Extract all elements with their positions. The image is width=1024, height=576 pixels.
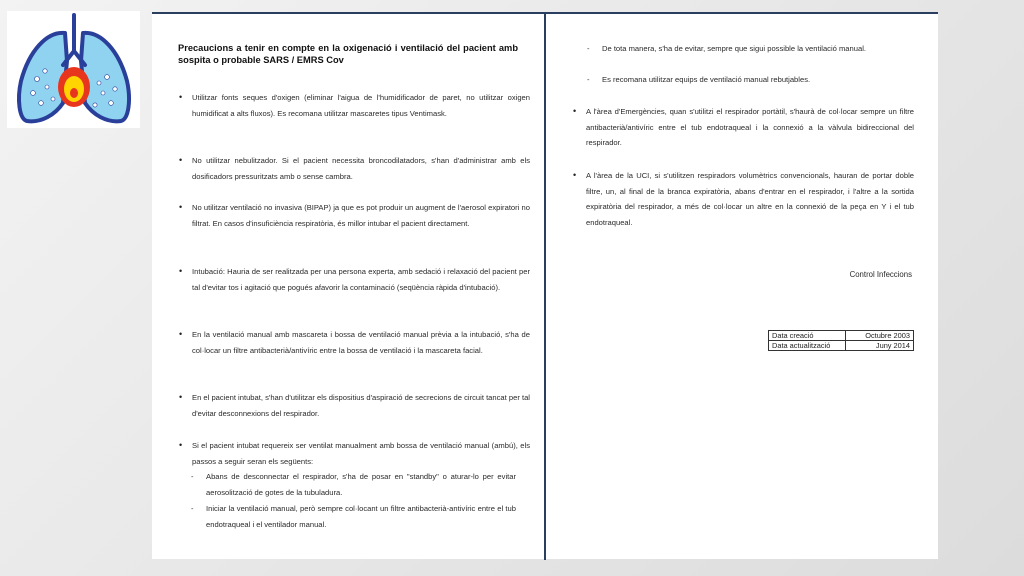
document-page-left	[152, 12, 544, 559]
list-item: • A l'àrea d'Emergències, quan s'utilitzi el respirador portàtil, s'haurà de col·locar sempre un filtre antibacterià/antivíric entre el tub endotraqueal i la connexió a la vàlvula bidireccional del respirador.	[586, 104, 914, 151]
list-item: • En el pacient intubat, s'han d'utilitzar els dispositius d'aspiració de secrecions de circuit tancat per tal d'evitar desconnexions del respirador.	[192, 390, 530, 421]
table-cell: Juny 2014	[846, 341, 914, 351]
sub-list-item: - Abans de desconnectar el respirador, s'ha de posar en "standby" o aturar-lo per evitar aerosolització de gotes de la tubuladura.	[206, 469, 516, 500]
table-row	[769, 341, 914, 351]
list-item: • En la ventilació manual amb mascareta i bossa de ventilació manual prèvia a la intubació, s'ha de col·locar un filtre antibacterià/antivíric entre la bossa de ventilació i la mascareta facial.	[192, 327, 530, 358]
sub-list-item: - De tota manera, s'ha de evitar, sempre que sigui possible la ventilació manual.	[602, 41, 914, 57]
table-cell: Data actualització	[769, 341, 846, 351]
lungs-logo	[7, 11, 140, 128]
table-row	[769, 331, 914, 341]
list-item: • Intubació: Hauria de ser realitzada per una persona experta, amb sedació i relaxació del pacient per tal d'evitar tos i agitació que pogués afavorir la contaminació (seqüència ràpida d'intubació).	[192, 264, 530, 295]
lungs-logo-icon	[7, 11, 140, 128]
dates-table	[768, 330, 914, 351]
sub-list-item: - Es recomana utilitzar equips de ventilació manual rebutjables.	[602, 72, 914, 88]
document-page-right	[546, 12, 938, 559]
sub-list-item: - Iniciar la ventilació manual, però sempre col·locant un filtre antibacterià-antivíric entre el tub endotraqueal i el ventilador manual.	[206, 501, 516, 532]
list-item: • No utilitzar ventilació no invasiva (BIPAP) ja que es pot produir un augment de l'aerosol expiratori no filtrat. En casos d'insuficiència respiratòria, és millor intubar el pacient directament.	[192, 200, 530, 231]
list-item: • Si el pacient intubat requereix ser ventilat manualment amb bossa de ventilació manual (ambú), els passos a seguir seran els següents:	[192, 438, 530, 469]
list-item: • Utilitzar fonts seques d'oxigen (eliminar l'aigua de l'humidificador de paret, no utilitzar oxigen humidificat a alts fluxos). Es recomana utilitzar mascaretes tipus Ventimask.	[192, 90, 530, 121]
document-title: Precaucions a tenir en compte en la oxigenació i ventilació del pacient amb sospita o probable SARS / EMRS Cov	[178, 43, 518, 65]
table-cell: Octubre 2003	[846, 331, 914, 341]
list-item: • No utilitzar nebulitzador. Si el pacient necessita broncodilatadors, s'han d'administrar amb els dosificadors pressuritzats amb o sense cambra.	[192, 153, 530, 184]
table-cell: Data creació	[769, 331, 846, 341]
list-item: • A l'àrea de la UCI, si s'utilitzen respiradors volumètrics convencionals, hauran de portar doble filtre, un, al final de la branca expiratòria, abans d'entrar en el respirador, i l'altre a la sortida expiratòria del respirador, a més de col·locar un altre en la connexió de la peça en Y i el tub endotraqueal.	[586, 168, 914, 230]
signature: Control Infeccions	[849, 270, 912, 279]
